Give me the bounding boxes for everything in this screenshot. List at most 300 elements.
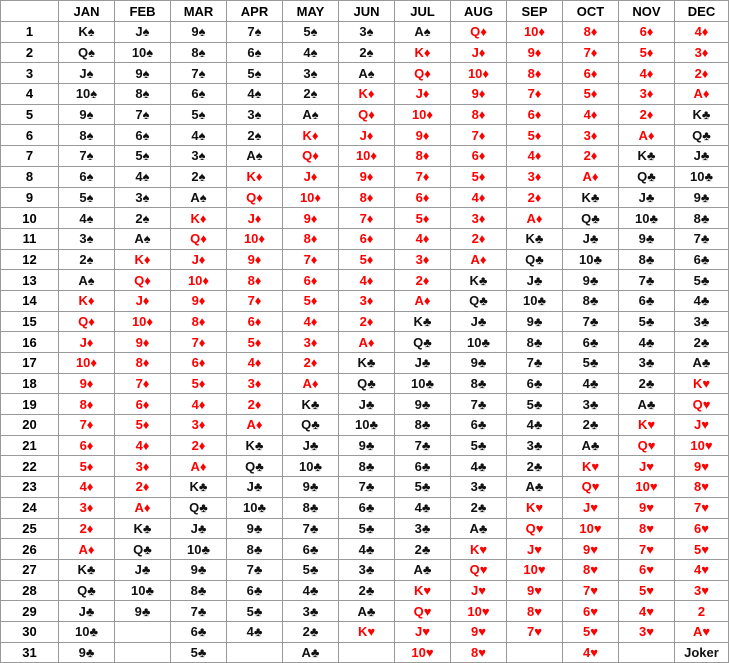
card-cell: 2♦: [171, 435, 227, 456]
card-cell: A♠: [115, 228, 171, 249]
card-cell: 5♦: [171, 373, 227, 394]
day-number: 5: [1, 104, 59, 125]
card-cell: J♣: [339, 394, 395, 415]
card-cell: 8♦: [507, 63, 563, 84]
card-cell: 4♦: [395, 228, 451, 249]
card-cell: 7♦: [171, 332, 227, 353]
card-cell: Joker: [675, 642, 729, 663]
card-cell: 7♥: [507, 621, 563, 642]
card-cell: 4♦: [283, 311, 339, 332]
card-cell: J♣: [171, 518, 227, 539]
card-cell: 6♣: [451, 415, 507, 436]
card-cell: 10♦: [227, 228, 283, 249]
card-cell: 8♣: [619, 249, 675, 270]
day-number: 21: [1, 435, 59, 456]
card-cell: 7♣: [395, 435, 451, 456]
card-cell: 6♣: [395, 456, 451, 477]
card-cell: 8♥: [507, 601, 563, 622]
table-row: [1, 63, 729, 84]
card-cell: 8♠: [59, 125, 115, 146]
card-cell: 8♦: [283, 228, 339, 249]
table-row: [1, 642, 729, 663]
card-cell: 3♣: [339, 559, 395, 580]
day-number: 31: [1, 642, 59, 663]
month-header-feb: FEB: [115, 1, 171, 22]
card-cell: 5♣: [171, 642, 227, 663]
card-cell: 9♥: [451, 621, 507, 642]
card-cell: 4♠: [115, 166, 171, 187]
card-cell: J♣: [227, 477, 283, 498]
table-row: [1, 539, 729, 560]
card-cell: A♣: [283, 642, 339, 663]
day-number: 16: [1, 332, 59, 353]
card-cell: 5♦: [227, 332, 283, 353]
card-cell: 5♦: [283, 290, 339, 311]
card-cell: 3♣: [451, 477, 507, 498]
card-cell: 8♣: [675, 208, 729, 229]
card-cell: 6♦: [283, 270, 339, 291]
month-header-nov: NOV: [619, 1, 675, 22]
card-cell: J♦: [339, 125, 395, 146]
table-row: [1, 22, 729, 43]
day-number: 29: [1, 601, 59, 622]
card-cell: 7♦: [283, 249, 339, 270]
card-cell: 2♦: [507, 187, 563, 208]
card-cell: 8♥: [563, 559, 619, 580]
card-cell: 6♦: [171, 353, 227, 374]
card-cell: 5♦: [507, 125, 563, 146]
card-cell: K♣: [619, 146, 675, 167]
card-cell: 5♠: [115, 146, 171, 167]
card-cell: 8♣: [563, 290, 619, 311]
card-cell: 3♦: [115, 456, 171, 477]
month-header-mar: MAR: [171, 1, 227, 22]
card-cell: 2♣: [619, 373, 675, 394]
card-cell: 10♣: [395, 373, 451, 394]
card-cell: 7♣: [619, 270, 675, 291]
corner-cell: [1, 1, 59, 22]
card-cell: 5♥: [619, 580, 675, 601]
card-cell: Q♣: [115, 539, 171, 560]
card-cell: 3♣: [395, 518, 451, 539]
day-number: 12: [1, 249, 59, 270]
card-cell: 7♥: [675, 497, 729, 518]
card-cell: Q♥: [451, 559, 507, 580]
card-cell: 4♥: [563, 642, 619, 663]
card-cell: 10♥: [451, 601, 507, 622]
card-cell: 6♣: [563, 332, 619, 353]
card-cell: 8♦: [395, 146, 451, 167]
table-row: [1, 146, 729, 167]
card-cell: 5♦: [451, 166, 507, 187]
card-cell: 8♦: [59, 394, 115, 415]
card-cell: 6♥: [675, 518, 729, 539]
card-cell: 10♣: [115, 580, 171, 601]
card-cell: K♦: [395, 42, 451, 63]
card-cell: K♦: [59, 290, 115, 311]
card-cell: J♣: [563, 228, 619, 249]
card-cell: 3♠: [339, 22, 395, 43]
card-cell: J♣: [395, 353, 451, 374]
card-cell: 4♦: [675, 22, 729, 43]
card-cell: 9♥: [563, 539, 619, 560]
header-row: [1, 1, 729, 22]
table-row: [1, 84, 729, 105]
day-number: 11: [1, 228, 59, 249]
table-row: [1, 125, 729, 146]
card-cell: 4♦: [115, 435, 171, 456]
card-cell: 5♠: [59, 187, 115, 208]
card-cell: J♦: [171, 249, 227, 270]
card-cell: 9♦: [395, 125, 451, 146]
card-cell: A♥: [675, 621, 729, 642]
day-number: 8: [1, 166, 59, 187]
card-cell: 8♣: [451, 373, 507, 394]
card-cell: K♦: [283, 125, 339, 146]
card-cell: [339, 642, 395, 663]
card-cell: 9♣: [59, 642, 115, 663]
card-cell: 3♠: [115, 187, 171, 208]
card-cell: 4♣: [339, 539, 395, 560]
table-row: [1, 290, 729, 311]
card-cell: A♦: [59, 539, 115, 560]
card-cell: 2♦: [283, 353, 339, 374]
card-cell: 7♦: [339, 208, 395, 229]
card-cell: Q♣: [619, 166, 675, 187]
card-cell: 3♦: [451, 208, 507, 229]
card-cell: 7♣: [171, 601, 227, 622]
card-cell: 4♦: [171, 394, 227, 415]
card-cell: 10♣: [59, 621, 115, 642]
table-row: [1, 415, 729, 436]
card-cell: 3♣: [619, 353, 675, 374]
card-cell: 2♣: [507, 456, 563, 477]
card-cell: 7♦: [563, 42, 619, 63]
day-number: 27: [1, 559, 59, 580]
card-cell: 9♦: [227, 249, 283, 270]
card-cell: J♥: [395, 621, 451, 642]
card-cell: A♣: [619, 394, 675, 415]
card-cell: K♣: [451, 270, 507, 291]
card-cell: 9♣: [675, 187, 729, 208]
card-cell: 2♣: [451, 497, 507, 518]
card-cell: 10♥: [675, 435, 729, 456]
card-cell: J♠: [59, 63, 115, 84]
card-cell: 2♦: [339, 311, 395, 332]
card-cell: J♣: [507, 270, 563, 291]
card-cell: J♦: [227, 208, 283, 229]
card-cell: 3♥: [619, 621, 675, 642]
card-cell: 7♠: [59, 146, 115, 167]
card-cell: K♦: [227, 166, 283, 187]
card-cell: J♥: [619, 456, 675, 477]
card-cell: 10♣: [507, 290, 563, 311]
card-cell: 7♥: [563, 580, 619, 601]
card-cell: A♣: [675, 353, 729, 374]
card-cell: K♠: [59, 22, 115, 43]
card-cell: 5♦: [563, 84, 619, 105]
card-cell: 10♦: [283, 187, 339, 208]
card-cell: 5♠: [171, 104, 227, 125]
card-cell: 2♠: [283, 84, 339, 105]
card-cell: 2♠: [171, 166, 227, 187]
card-cell: 9♥: [619, 497, 675, 518]
card-cell: 10♦: [115, 311, 171, 332]
card-cell: Q♣: [339, 373, 395, 394]
card-cell: 3♦: [563, 125, 619, 146]
card-cell: 7♣: [675, 228, 729, 249]
card-cell: 2♦: [675, 63, 729, 84]
table-row: [1, 435, 729, 456]
card-cell: 5♦: [115, 415, 171, 436]
card-cell: Q♠: [59, 42, 115, 63]
month-header-dec: DEC: [675, 1, 729, 22]
card-cell: A♦: [227, 415, 283, 436]
card-cell: 4♣: [619, 332, 675, 353]
card-cell: J♣: [283, 435, 339, 456]
card-cell: 10♣: [339, 415, 395, 436]
card-cell: 2♦: [563, 146, 619, 167]
card-cell: Q♣: [507, 249, 563, 270]
day-number: 9: [1, 187, 59, 208]
card-cell: 6♥: [563, 601, 619, 622]
card-cell: 3♣: [563, 394, 619, 415]
card-cell: 2♠: [227, 125, 283, 146]
card-cell: K♣: [339, 353, 395, 374]
card-cell: Q♣: [451, 290, 507, 311]
card-cell: J♦: [395, 84, 451, 105]
table-row: [1, 311, 729, 332]
card-cell: J♠: [115, 22, 171, 43]
card-cell: 6♦: [619, 22, 675, 43]
card-cell: 7♣: [339, 477, 395, 498]
card-cell: Q♣: [227, 456, 283, 477]
table-row: [1, 580, 729, 601]
card-cell: 8♠: [115, 84, 171, 105]
table-row: [1, 559, 729, 580]
table-row: [1, 249, 729, 270]
card-cell: A♦: [451, 249, 507, 270]
card-cell: K♥: [675, 373, 729, 394]
card-cell: A♠: [59, 270, 115, 291]
card-cell: 4♠: [283, 42, 339, 63]
card-cell: J♥: [451, 580, 507, 601]
card-cell: 6♦: [507, 104, 563, 125]
card-cell: Q♥: [675, 394, 729, 415]
card-cell: 4♦: [339, 270, 395, 291]
table-row: [1, 601, 729, 622]
day-number: 1: [1, 22, 59, 43]
card-cell: 9♥: [507, 580, 563, 601]
day-number: 10: [1, 208, 59, 229]
card-cell: 10♥: [619, 477, 675, 498]
card-cell: 9♣: [563, 270, 619, 291]
card-cell: 8♦: [227, 270, 283, 291]
card-cell: 5♦: [339, 249, 395, 270]
card-cell: 4♥: [619, 601, 675, 622]
card-cell: 10♥: [395, 642, 451, 663]
card-cell: 7♣: [451, 394, 507, 415]
card-cell: 9♣: [339, 435, 395, 456]
card-cell: 6♠: [171, 84, 227, 105]
card-cell: 10♠: [115, 42, 171, 63]
day-number: 23: [1, 477, 59, 498]
card-cell: 3♠: [227, 104, 283, 125]
card-cell: 10♦: [451, 63, 507, 84]
card-cell: J♦: [451, 42, 507, 63]
card-cell: 9♣: [227, 518, 283, 539]
calendar-body: [1, 22, 729, 663]
card-cell: A♦: [115, 497, 171, 518]
day-number: 3: [1, 63, 59, 84]
card-cell: 2♠: [59, 249, 115, 270]
card-cell: A♠: [171, 187, 227, 208]
card-cell: 2♦: [227, 394, 283, 415]
card-cell: 9♠: [171, 22, 227, 43]
card-cell: 6♣: [339, 497, 395, 518]
card-cell: 4♣: [395, 497, 451, 518]
card-cell: 9♣: [619, 228, 675, 249]
card-cell: 2♣: [283, 621, 339, 642]
day-number: 19: [1, 394, 59, 415]
day-number: 15: [1, 311, 59, 332]
card-cell: [619, 642, 675, 663]
table-row: [1, 208, 729, 229]
month-header-aug: AUG: [451, 1, 507, 22]
card-cell: Q♦: [451, 22, 507, 43]
card-cell: A♦: [171, 456, 227, 477]
table-row: [1, 621, 729, 642]
card-cell: K♣: [675, 104, 729, 125]
card-cell: A♣: [339, 601, 395, 622]
card-cell: J♣: [115, 559, 171, 580]
card-cell: 8♣: [171, 580, 227, 601]
day-number: 17: [1, 353, 59, 374]
card-cell: 4♦: [507, 146, 563, 167]
card-cell: 6♦: [395, 187, 451, 208]
card-cell: J♥: [507, 539, 563, 560]
day-number: 26: [1, 539, 59, 560]
card-cell: 2♣: [395, 539, 451, 560]
card-cell: 8♦: [171, 311, 227, 332]
card-cell: 6♣: [283, 539, 339, 560]
card-cell: 4♠: [171, 125, 227, 146]
card-cell: 5♦: [619, 42, 675, 63]
table-row: [1, 187, 729, 208]
card-cell: 9♦: [115, 332, 171, 353]
card-cell: Q♥: [619, 435, 675, 456]
card-cell: A♣: [507, 477, 563, 498]
table-row: [1, 42, 729, 63]
card-cell: 9♣: [115, 601, 171, 622]
card-cell: 3♦: [59, 497, 115, 518]
card-cell: A♦: [283, 373, 339, 394]
card-cell: 5♦: [395, 208, 451, 229]
table-row: [1, 104, 729, 125]
card-cell: 5♣: [339, 518, 395, 539]
card-cell: 3♦: [675, 42, 729, 63]
card-cell: 10♣: [227, 497, 283, 518]
card-cell: J♦: [59, 332, 115, 353]
card-cell: K♥: [507, 497, 563, 518]
day-number: 25: [1, 518, 59, 539]
card-cell: 10♦: [395, 104, 451, 125]
card-cell: 3♣: [283, 601, 339, 622]
day-number: 18: [1, 373, 59, 394]
card-cell: 10♦: [171, 270, 227, 291]
card-cell: 2♦: [395, 270, 451, 291]
card-cell: 4♦: [619, 63, 675, 84]
day-number: 22: [1, 456, 59, 477]
day-number: 14: [1, 290, 59, 311]
card-cell: 5♥: [563, 621, 619, 642]
card-cell: 4♣: [227, 621, 283, 642]
month-header-jul: JUL: [395, 1, 451, 22]
card-cell: 4♣: [675, 290, 729, 311]
card-cell: A♠: [339, 63, 395, 84]
card-cell: 4♥: [675, 559, 729, 580]
card-cell: 6♣: [675, 249, 729, 270]
card-cell: A♦: [339, 332, 395, 353]
card-cell: 6♦: [451, 146, 507, 167]
card-cell: A♦: [675, 84, 729, 105]
card-cell: J♥: [675, 415, 729, 436]
card-cell: 2♦: [451, 228, 507, 249]
month-header-oct: OCT: [563, 1, 619, 22]
card-cell: [115, 621, 171, 642]
card-cell: 3♣: [507, 435, 563, 456]
card-cell: 7♦: [59, 415, 115, 436]
card-cell: 5♣: [563, 353, 619, 374]
card-cell: K♣: [115, 518, 171, 539]
card-cell: 6♥: [619, 559, 675, 580]
month-header-jan: JAN: [59, 1, 115, 22]
card-cell: 9♣: [283, 477, 339, 498]
card-cell: A♣: [395, 559, 451, 580]
card-cell: 8♦: [563, 22, 619, 43]
card-cell: 6♣: [171, 621, 227, 642]
card-cell: 3♠: [171, 146, 227, 167]
card-cell: 7♠: [115, 104, 171, 125]
card-cell: K♣: [227, 435, 283, 456]
card-cell: [115, 642, 171, 663]
card-cell: 10♥: [563, 518, 619, 539]
card-cell: 5♣: [619, 311, 675, 332]
card-cell: 3♦: [339, 290, 395, 311]
card-cell: 3♥: [675, 580, 729, 601]
card-cell: 9♦: [507, 42, 563, 63]
card-cell: 5♥: [675, 539, 729, 560]
month-header-row: [1, 1, 729, 22]
card-cell: 5♣: [283, 559, 339, 580]
card-cell: 8♣: [227, 539, 283, 560]
card-cell: 6♣: [227, 580, 283, 601]
card-cell: 10♠: [59, 84, 115, 105]
card-cell: 9♦: [451, 84, 507, 105]
card-cell: 10♦: [507, 22, 563, 43]
card-cell: J♥: [563, 497, 619, 518]
card-cell: 5♠: [283, 22, 339, 43]
card-cell: 5♣: [227, 601, 283, 622]
card-cell: 2♣: [339, 580, 395, 601]
card-cell: 9♣: [507, 311, 563, 332]
table-row: [1, 373, 729, 394]
card-cell: K♦: [115, 249, 171, 270]
table-row: [1, 477, 729, 498]
card-cell: 3♣: [675, 311, 729, 332]
day-number: 7: [1, 146, 59, 167]
card-cell: 9♦: [283, 208, 339, 229]
